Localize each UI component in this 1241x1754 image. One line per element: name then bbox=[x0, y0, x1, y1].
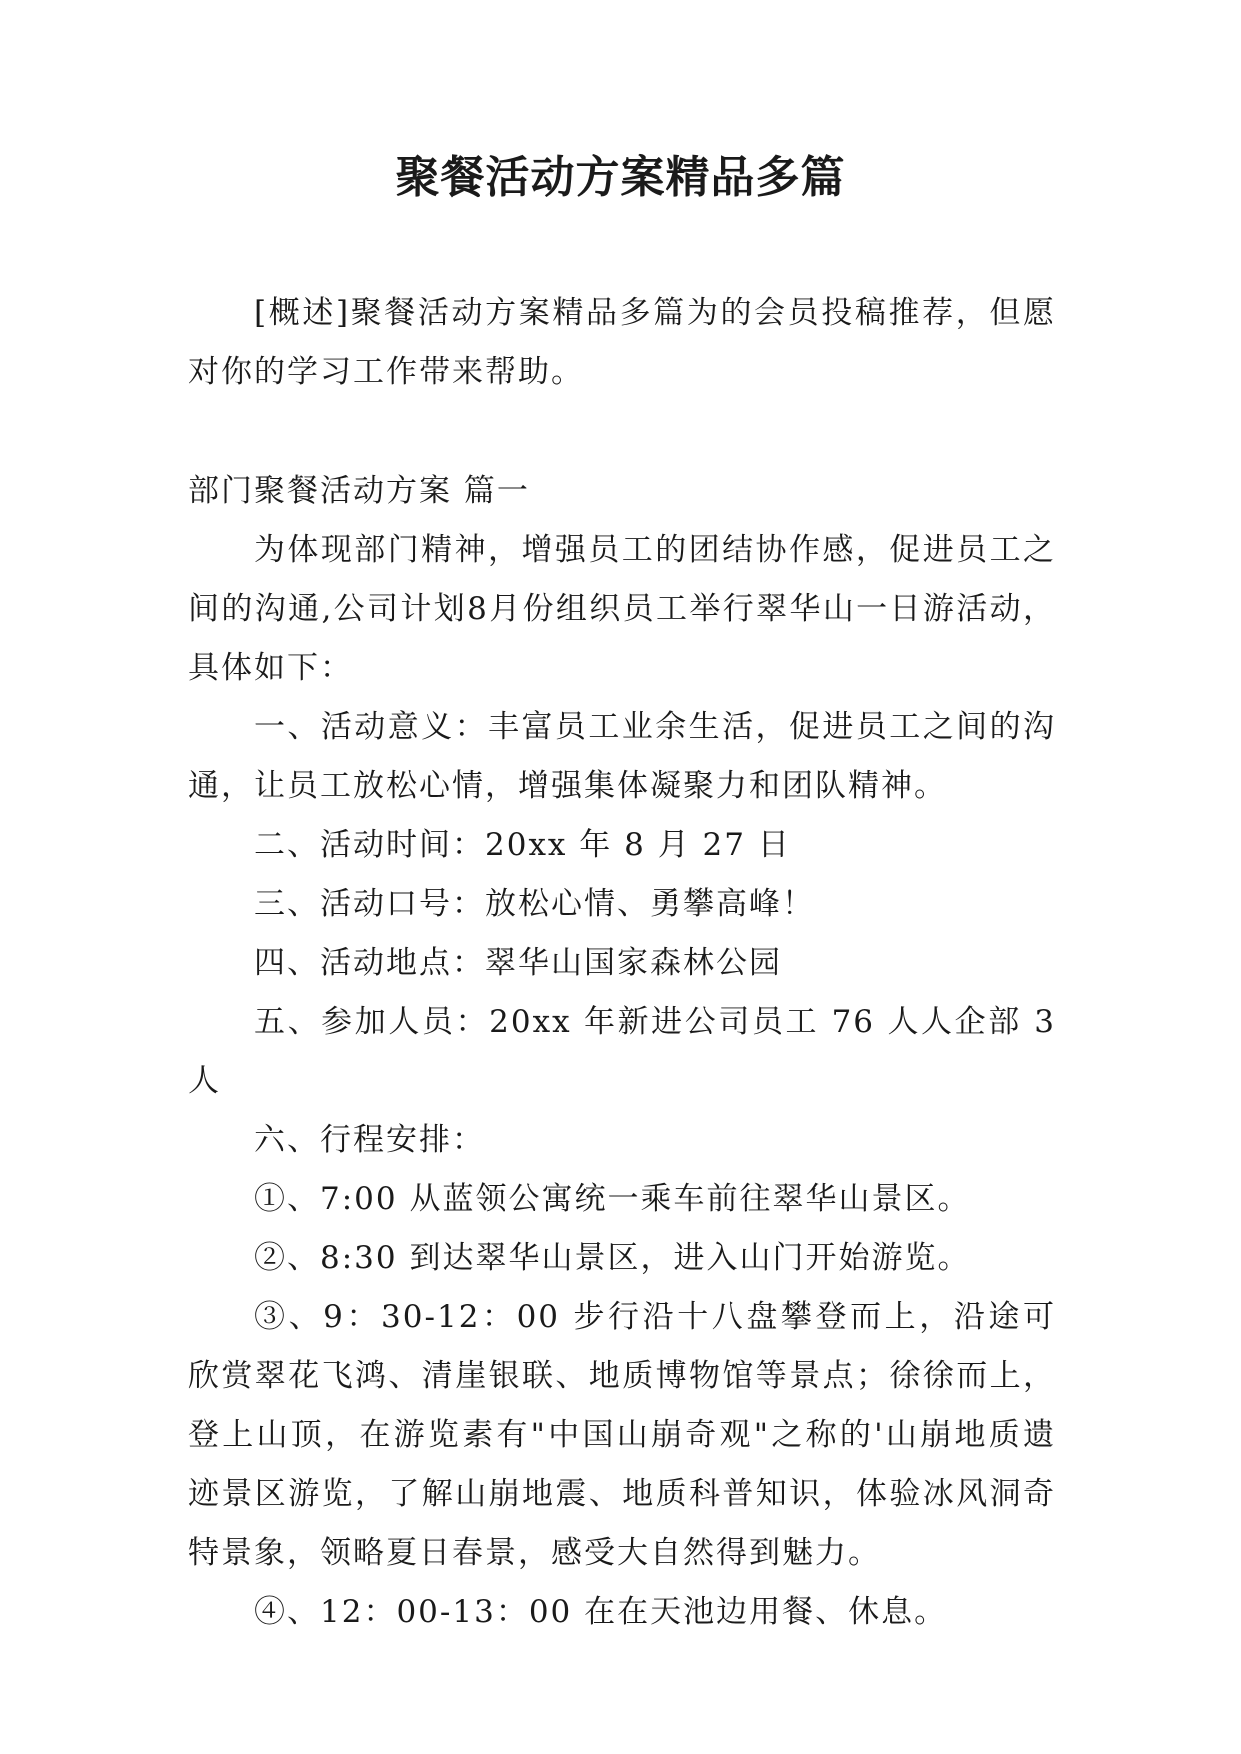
paragraph-spacer bbox=[188, 402, 1056, 462]
summary-paragraph: [概述]聚餐活动方案精品多篇为的会员投稿推荐，但愿对你的学习工作带来帮助。 bbox=[188, 295, 1056, 390]
body-paragraph: 四、活动地点：翠华山国家森林公园 bbox=[254, 945, 782, 981]
body-paragraph: ②、8:30 到达翠华山景区，进入山门开始游览。 bbox=[254, 1240, 971, 1276]
body-paragraph: 二、活动时间：20xx 年 8 月 27 日 bbox=[254, 827, 791, 863]
body-paragraph: 一、活动意义：丰富员工业余生活，促进员工之间的沟通，让员工放松心情，增强集体凝聚力和团队精神。 bbox=[188, 709, 1056, 804]
body-paragraph: 为体现部门精神，增强员工的团结协作感，促进员工之间的沟通,公司计划8月份组织员工举行翠华山一日游活动，具体如下： bbox=[188, 532, 1056, 686]
body-paragraph: ①、7:00 从蓝领公寓统一乘车前往翠华山景区。 bbox=[254, 1181, 971, 1217]
body-paragraph: ③、9：30-12：00 步行沿十八盘攀登而上，沿途可欣赏翠花飞鸿、清崖银联、地质博物馆等景点；徐徐而上，登上山顶，在游览素有"中国山崩奇观"之称的'山崩地质遗迹景区游览，了解山崩地震、地质科普知识，体验冰风洞奇特景象，领略夏日春景，感受大自然得到魅力。 bbox=[188, 1299, 1056, 1571]
document-body bbox=[188, 284, 1056, 1642]
body-paragraph: 五、参加人员：20xx 年新进公司员工 76 人人企部 3 人 bbox=[188, 1004, 1056, 1099]
body-paragraph: 三、活动口号：放松心情、勇攀高峰！ bbox=[254, 886, 815, 922]
section-heading: 部门聚餐活动方案 篇一 bbox=[188, 473, 530, 509]
body-paragraph: ④、12：00-13：00 在在天池边用餐、休息。 bbox=[254, 1594, 948, 1630]
document-title: 聚餐活动方案精品多篇 bbox=[395, 152, 846, 203]
body-paragraph: 六、行程安排： bbox=[254, 1122, 485, 1158]
